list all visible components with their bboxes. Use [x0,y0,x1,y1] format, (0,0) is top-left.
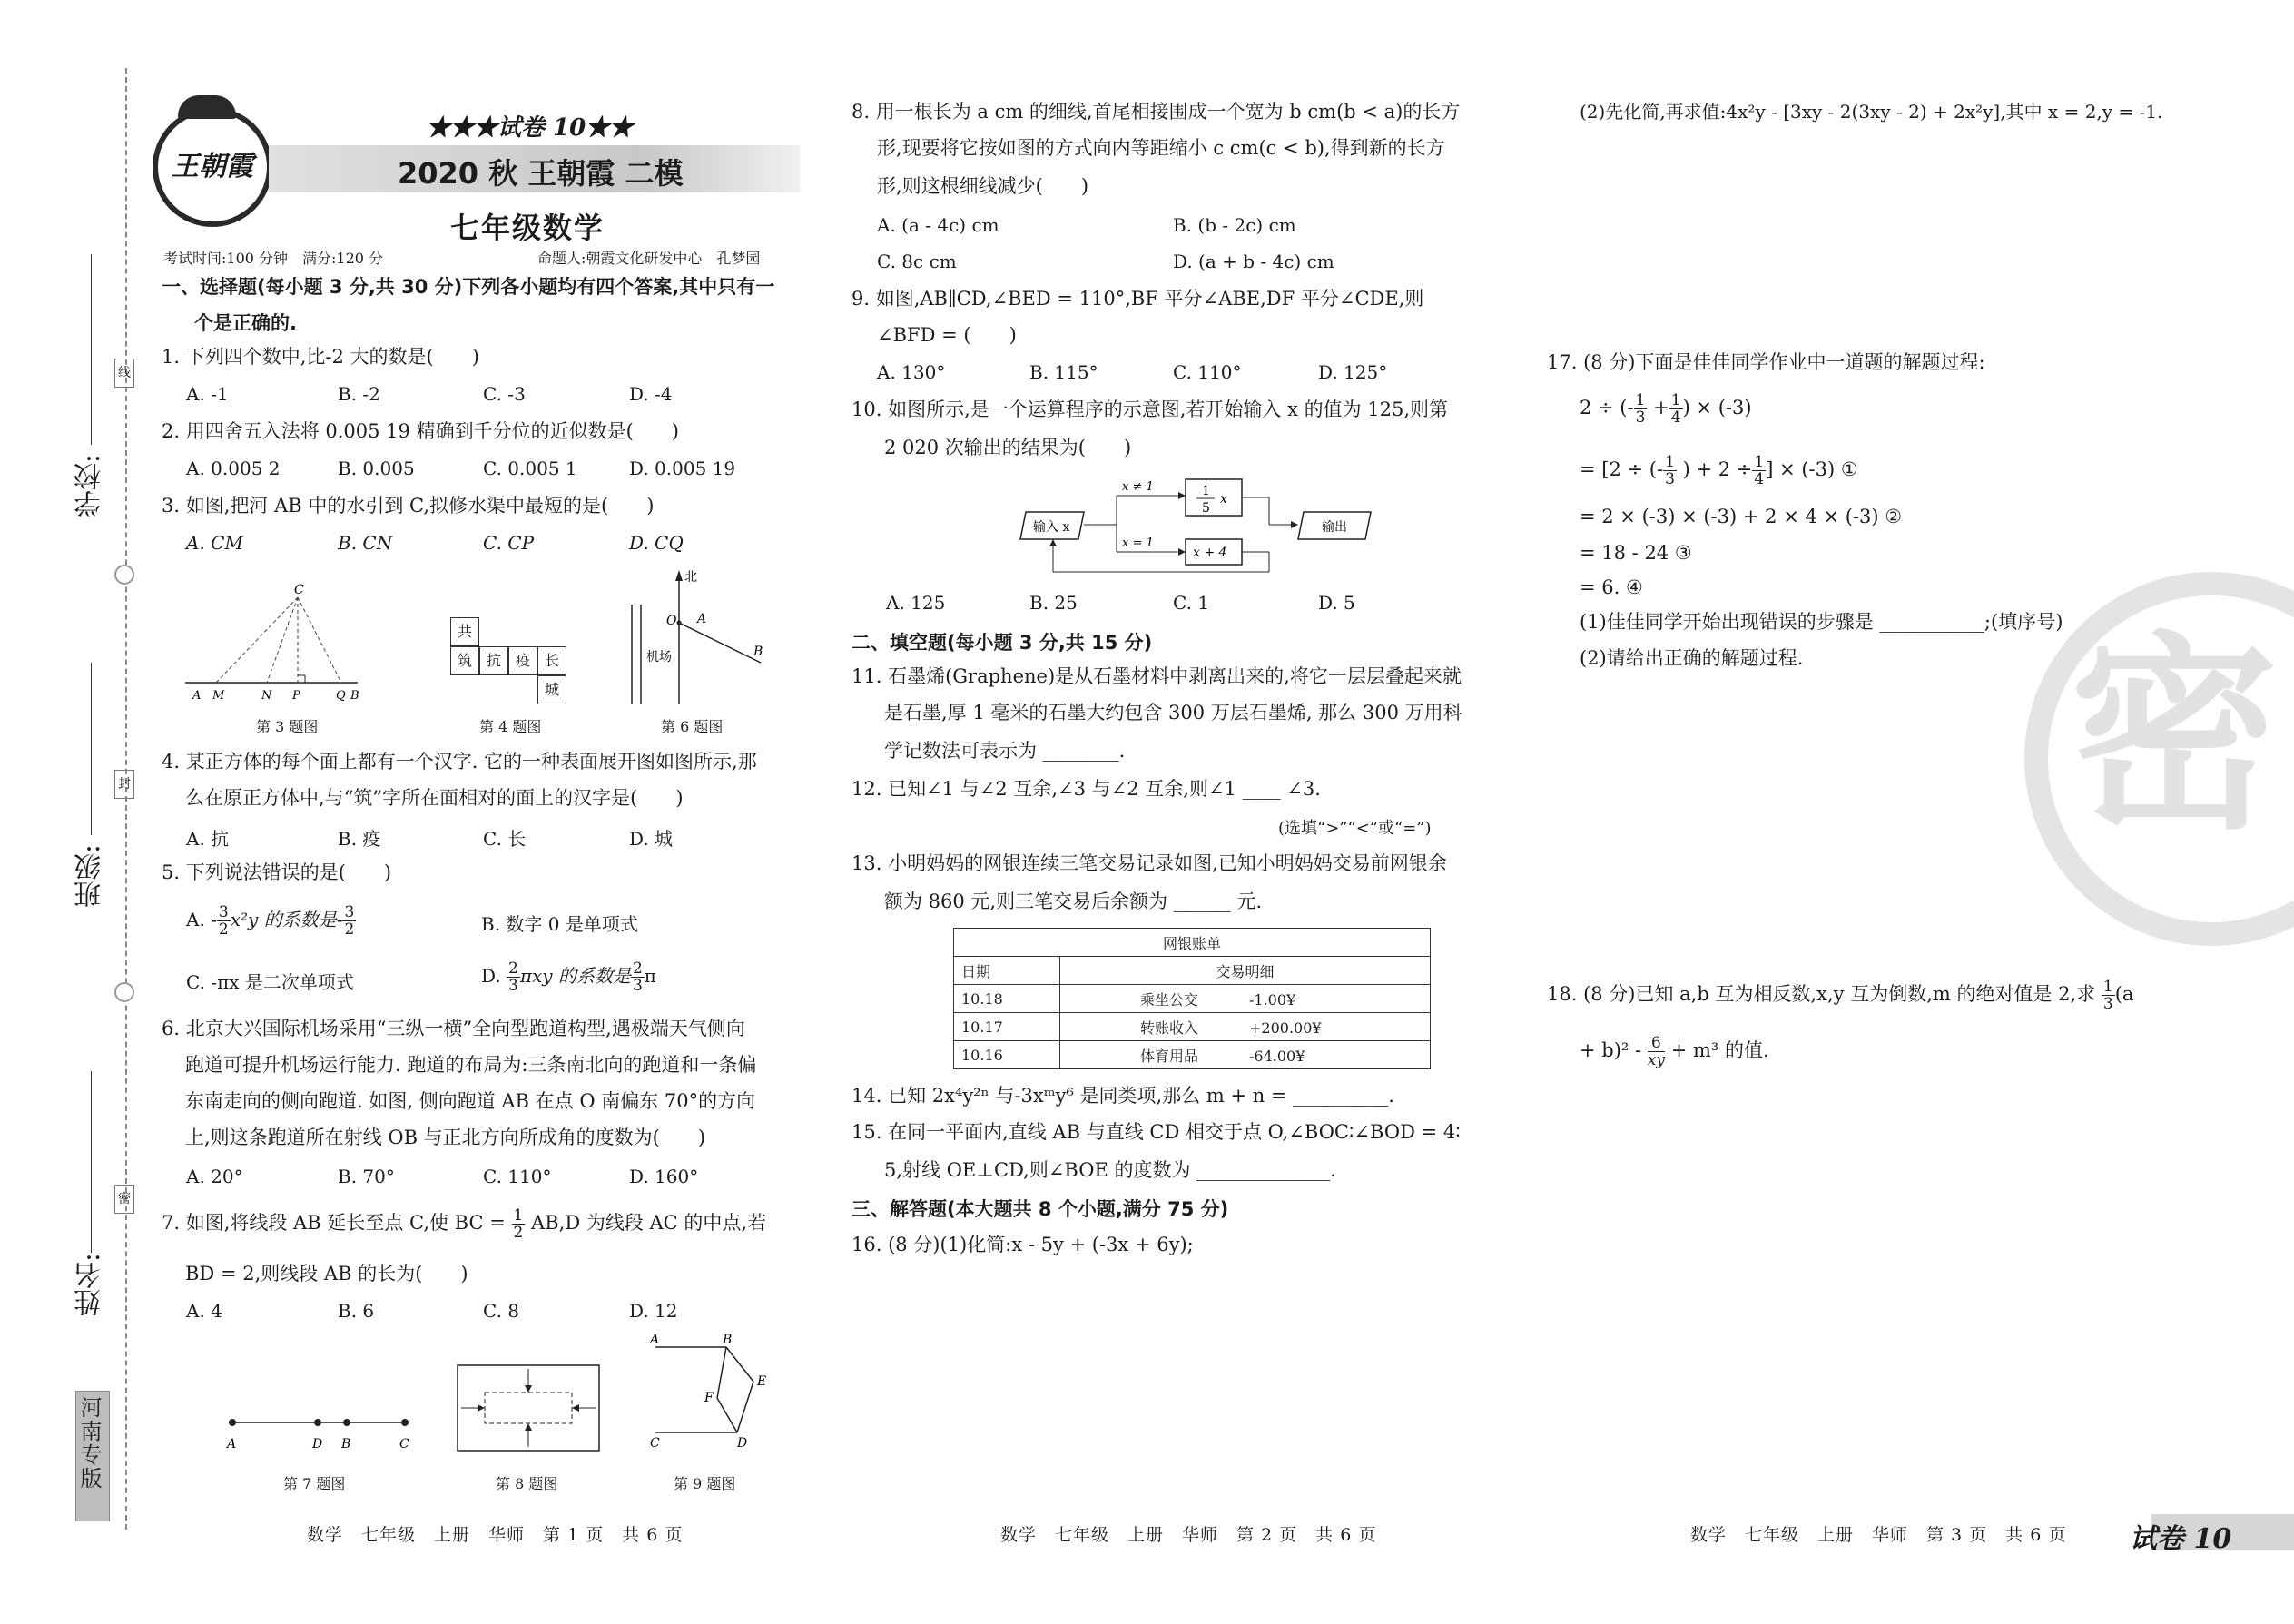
school-underline [91,254,92,445]
q8-option-d: D. (a + b - 4c) cm [1173,251,1334,272]
flow-output: 输出 [1322,520,1347,535]
q9-option-b: B. 115° [1029,361,1098,383]
q5-a-fraction-2: $\frac{3}{2}$ [344,903,355,939]
q18-frac-6-xy: $\frac{6}{xy}$ [1647,1034,1665,1069]
svg-text:B: B [350,689,359,703]
q7-line1-a: 7. 如图,将线段 AB 延长至点 C,使 BC = [162,1212,506,1234]
bank-header-date: 日期 [954,957,1060,985]
q9-option-a: A. 130° [877,361,946,383]
region-label: 河南专版 [76,1396,102,1491]
svg-text:N: N [261,689,272,703]
q3-option-b: B. CN [338,532,393,554]
q10-line1: 10. 如图所示,是一个运算程序的示意图,若开始输入 x 的值为 125,则第 [852,399,1449,420]
bank-row-date: 10.17 [954,1013,1060,1041]
logo-crown-icon [178,95,236,119]
figure-9 [643,1334,779,1452]
figure-4-caption: 第 4 题图 [479,718,542,735]
q10-option-d: D. 5 [1318,592,1355,614]
figure-8-caption: 第 8 题图 [496,1475,558,1492]
bank-header-detail: 交易明细 [1060,957,1431,985]
q7-option-c: C. 8 [483,1300,520,1322]
q1-option-c: C. -3 [483,383,526,405]
q8-option-b: B. (b - 2c) cm [1173,214,1296,236]
q5-d-middle: πxy 的系数是 [519,965,631,987]
q4-text-line1: 4. 某正方体的每个面上都有一个汉字. 它的一种表面展开图如图所示,那 [162,751,757,773]
q7-line2: BD = 2,则线段 AB 的长为( ) [185,1263,468,1284]
q5-d-fraction-2: $\frac{2}{3}$ [632,960,643,995]
logo-text: 王朝霞 [172,151,253,182]
q9-line2: ∠BFD = ( ) [877,324,1017,346]
page-1-footer: 数学 七年级 上册 华师 第 1 页 共 6 页 [307,1525,684,1545]
svg-text:E: E [757,1374,767,1389]
binding-circle-icon [114,982,134,1002]
exam-meta-left: 考试时间:100 分钟 满分:120 分 [163,250,384,267]
q9-option-d: D. 125° [1318,361,1388,383]
svg-text:A: A [192,689,202,703]
q6-line3: 东南走向的侧向跑道. 如图, 侧向跑道 AB 在点 O 南偏东 70°的方向 [185,1090,756,1112]
bank-row-detail: 转账收入 +200.00¥ [1060,1013,1431,1041]
flow-cond-2: x = 1 [1122,536,1154,550]
q17-step-1: = [2 ÷ (- $\frac{1}{3}$ ) + 2 ÷ $\frac{1}{4}$ ] × (-3) ① [1580,453,1858,488]
q5-option-a [186,904,356,938]
q4-option-c: C. 长 [483,828,527,850]
svg-text:C: C [399,1437,409,1452]
svg-text:F: F [704,1391,714,1405]
flow-op-2: x + 4 [1193,546,1227,560]
q6-line2: 跑道可提升机场运行能力. 跑道的布局为:三条南北向的跑道和一条偏 [185,1054,757,1076]
name-underline [91,1071,92,1253]
q5-option-b: B. 数字 0 是单项式 [481,913,638,935]
flow-cond-1: x ≠ 1 [1122,480,1154,494]
airport-label: 机场 [646,650,672,664]
q17-step-2: = 2 × (-3) × (-3) + 2 × 4 × (-3) ② [1580,506,1903,527]
q5-d-fraction: $\frac{2}{3}$ [508,960,518,995]
net-cell: 抗 [479,646,508,675]
q1-option-b: B. -2 [338,383,380,405]
q12-text: 12. 已知∠1 与∠2 互余,∠3 与∠2 互余,则∠1 ____ ∠3. [852,778,1321,800]
q5-option-d [481,960,656,994]
bank-row-detail: 乘坐公交 -1.00¥ [1060,985,1431,1013]
q8-line3: 形,则这根细线减少( ) [877,175,1089,197]
svg-text:x: x [1220,492,1227,507]
q18-line1: 18. (8 分)已知 a,b 互为相反数,x,y 互为倒数,m 的绝对值是 2,求 $\frac{1}{3}$ (a [1547,978,2134,1013]
binding-mark-seal: 封 [114,770,134,799]
binding-circle-icon [114,565,134,585]
q17-frac-1-3: $\frac{1}{3}$ [1635,391,1646,427]
q16-part2: (2)先化简,再求值:4x²y - [3xy - 2(3xy - 2) + 2x²y],其中 x = 2,y = -1. [1580,101,2163,123]
q11-line3: 学记数法可表示为 ________. [884,740,1126,762]
svg-text:A: A [227,1437,237,1452]
svg-text:Q: Q [336,689,346,703]
q3-option-a: A. CM [186,532,243,554]
q3-text: 3. 如图,把河 AB 中的水引到 C,拟修水渠中最短的是( ) [162,495,655,517]
svg-text:M: M [212,689,225,703]
q1-option-d: D. -4 [629,383,673,405]
q17-step-4: = 6. ④ [1580,576,1643,598]
q5-text: 5. 下列说法错误的是( ) [162,861,392,883]
footer-badge: 试卷 10 [2130,1523,2232,1555]
q7-option-b: B. 6 [338,1300,375,1322]
q7-option-a: A. 4 [186,1300,222,1322]
q5-a-prefix: A. - [186,909,217,930]
q2-option-a: A. 0.005 2 [186,458,281,479]
name-label: 姓名: [74,1253,106,1317]
figure-3-caption: 第 3 题图 [256,718,319,735]
q10-option-a: A. 125 [886,592,946,614]
binding-dashed-line [125,68,127,1530]
q5-a-fraction: $\frac{3}{2}$ [218,903,229,939]
q17-part2: (2)请给出正确的解题过程. [1580,647,1804,669]
flow-input: 输入 x [1033,520,1070,535]
q5-d-prefix: D. [481,965,501,987]
q6-option-d: D. 160° [629,1166,699,1187]
q1-option-a: A. -1 [186,383,229,405]
q2-option-c: C. 0.005 1 [483,458,577,479]
q15-line1: 15. 在同一平面内,直线 AB 与直线 CD 相交于点 O,∠BOC∶∠BOD = 4∶ [852,1121,1461,1143]
q3-option-c: C. CP [483,532,535,554]
q4-text-line2: 么在原正方体中,与“筑”字所在面相对的面上的汉字是( ) [185,787,684,809]
svg-text:5: 5 [1202,501,1210,516]
q7-line1-b: AB,D 为线段 AC 的中点,若 [531,1212,767,1234]
q17-part1: (1)佳佳同学开始出现错误的步骤是 ___________;(填序号) [1580,611,2063,633]
q17-step-3: = 18 - 24 ③ [1580,542,1692,564]
figure-6-caption: 第 6 题图 [661,718,724,735]
svg-text:1: 1 [1202,484,1210,498]
q11-line1: 11. 石墨烯(Graphene)是从石墨材料中剥离出来的,将它一层层叠起来就 [852,665,1462,687]
section-fill-heading: 二、填空题(每小题 3 分,共 15 分) [852,632,1153,654]
q18-line2: + b)² - $\frac{6}{xy}$ + m³ 的值. [1580,1034,1769,1069]
q5-a-middle: x²y 的系数是- [230,909,343,930]
q4-option-d: D. 城 [629,828,674,850]
figure-3 [180,581,361,708]
svg-text:B: B [341,1437,351,1452]
section-choice-heading: 一、选择题(每小题 3 分,共 30 分)下列各小题均有四个答案,其中只有一 [162,276,775,298]
exam-title: 2020 秋 王朝霞 二模 [398,156,684,191]
q2-option-d: D. 0.005 19 [629,458,736,479]
net-cell: 共 [450,617,479,646]
secret-stamp-text: 密 [2070,613,2279,858]
class-underline [91,663,92,835]
svg-text:C: C [294,583,304,597]
svg-text:C: C [650,1436,660,1451]
figure-4 [450,617,596,704]
net-cell: 筑 [450,646,479,675]
exam-meta-right: 命题人:朝霞文化研发中心 孔梦园 [537,250,761,267]
point-b-label: B [753,645,763,659]
figure-8 [456,1363,603,1456]
q10-option-c: C. 1 [1173,592,1210,614]
bank-row [954,985,1431,1013]
class-label: 班级: [74,844,106,909]
q16-text: 16. (8 分)(1)化简:x - 5y + (-3x + 6y); [852,1234,1194,1255]
q13-line2: 额为 860 元,则三笔交易后余额为 ______ 元. [884,891,1263,912]
q10-option-b: B. 25 [1029,592,1078,614]
q6-line4: 上,则这条跑道所在射线 OB 与正北方向所成角的度数为( ) [185,1127,706,1148]
q5-option-c: C. -πx 是二次单项式 [186,971,354,993]
svg-text:D: D [312,1437,323,1452]
q11-line2: 是石墨,厚 1 毫米的石墨大约包含 300 万层石墨烯, 那么 300 万用科 [884,702,1462,723]
q8-line2: 形,现要将它按如图的方式向内等距缩小 c cm(c < b),得到新的长方 [877,137,1445,159]
q10-flowchart [1009,474,1382,579]
q9-line1: 9. 如图,AB∥CD,∠BED = 110°,BF 平分∠ABE,DF 平分∠CDE,则 [852,288,1424,310]
section-choice-heading-cont: 个是正确的. [194,312,297,334]
bank-statement-table [953,928,1431,1069]
figure-7 [218,1403,418,1457]
q2-text: 2. 用四舍五入法将 0.005 19 精确到千分位的近似数是( ) [162,420,679,442]
q14-text: 14. 已知 2x⁴y²ⁿ 与-3xᵐy⁶ 是同类项,那么 m + n = __________. [852,1085,1394,1107]
q6-option-b: B. 70° [338,1166,395,1187]
q8-option-a: A. (a - 4c) cm [877,214,999,236]
q4-option-a: A. 抗 [186,828,230,850]
net-cell: 疫 [508,646,537,675]
bank-row [954,1041,1431,1069]
q10-line2: 2 020 次输出的结果为( ) [884,437,1132,458]
figure-9-caption: 第 9 题图 [674,1475,736,1492]
svg-text:B: B [723,1334,733,1347]
figure-6 [625,568,788,714]
q6-option-c: C. 110° [483,1166,552,1187]
q6-line1: 6. 北京大兴国际机场采用“三纵一横”全向型跑道构型,遇极端天气侧向 [162,1018,745,1039]
q17-frac-1-3b: $\frac{1}{3}$ [1665,453,1675,488]
q13-line1: 13. 小明妈妈的网银连续三笔交易记录如图,已知小明妈妈交易前网银余 [852,852,1447,874]
q17-frac-1-4: $\frac{1}{4}$ [1670,391,1681,427]
net-cell: 城 [537,675,566,704]
bank-row-date: 10.18 [954,985,1060,1013]
page-2-footer: 数学 七年级 上册 华师 第 2 页 共 6 页 [1000,1525,1377,1545]
q1-text: 1. 下列四个数中,比-2 大的数是( ) [162,346,479,368]
svg-text:D: D [737,1436,748,1451]
bank-row [954,1013,1431,1041]
q5-d-end: π [644,965,656,987]
binding-mark-secret: 密 [114,1185,134,1214]
bank-row-detail: 体育用品 -64.00¥ [1060,1041,1431,1069]
net-cell: 长 [537,646,566,675]
q4-option-b: B. 疫 [338,828,381,850]
q18-frac-1-3: $\frac{1}{3}$ [2102,978,2113,1013]
q8-line1: 8. 用一根长为 a cm 的细线,首尾相接围成一个宽为 b cm(b < a)的长方 [852,101,1461,123]
q8-option-c: C. 8c cm [877,251,957,272]
svg-text:A: A [650,1334,660,1347]
q3-option-d: D. CQ [629,532,684,554]
binding-mark-line: 线 [114,359,134,388]
school-label: 学校: [74,454,106,518]
q2-option-b: B. 0.005 [338,458,415,479]
q7-option-d: D. 12 [629,1300,678,1322]
q7-fraction: $\frac{1}{2}$ [513,1206,524,1242]
q6-option-a: A. 20° [186,1166,243,1187]
subject-title: 七年级数学 [450,211,605,245]
q7-line1 [162,1207,766,1241]
bank-row-date: 10.16 [954,1041,1060,1069]
point-o-label: O [666,614,677,628]
q17-frac-1-4b: $\frac{1}{4}$ [1754,453,1765,488]
q17-step-0: 2 ÷ (- $\frac{1}{3}$ + $\frac{1}{4}$ ) × (-3) [1580,391,1752,427]
exam-badge: ★★★试卷 10★★ [427,114,634,142]
q9-option-c: C. 110° [1173,361,1242,383]
q17-text: 17. (8 分)下面是佳佳同学作业中一道题的解题过程: [1547,351,1985,373]
north-label: 北 [684,570,697,585]
bank-table-title: 网银账单 [954,929,1431,957]
q15-line2: 5,射线 OE⊥CD,则∠BOE 的度数为 ______________. [884,1159,1336,1181]
svg-text:P: P [292,689,300,703]
figure-7-caption: 第 7 题图 [283,1475,346,1492]
page-3-footer: 数学 七年级 上册 华师 第 3 页 共 6 页 [1690,1525,2067,1545]
section-answer-heading: 三、解答题(本大题共 8 个小题,满分 75 分) [852,1198,1229,1220]
point-a-label: A [697,612,707,626]
q12-hint: (选填“>”“<”或“=”) [1278,819,1432,838]
